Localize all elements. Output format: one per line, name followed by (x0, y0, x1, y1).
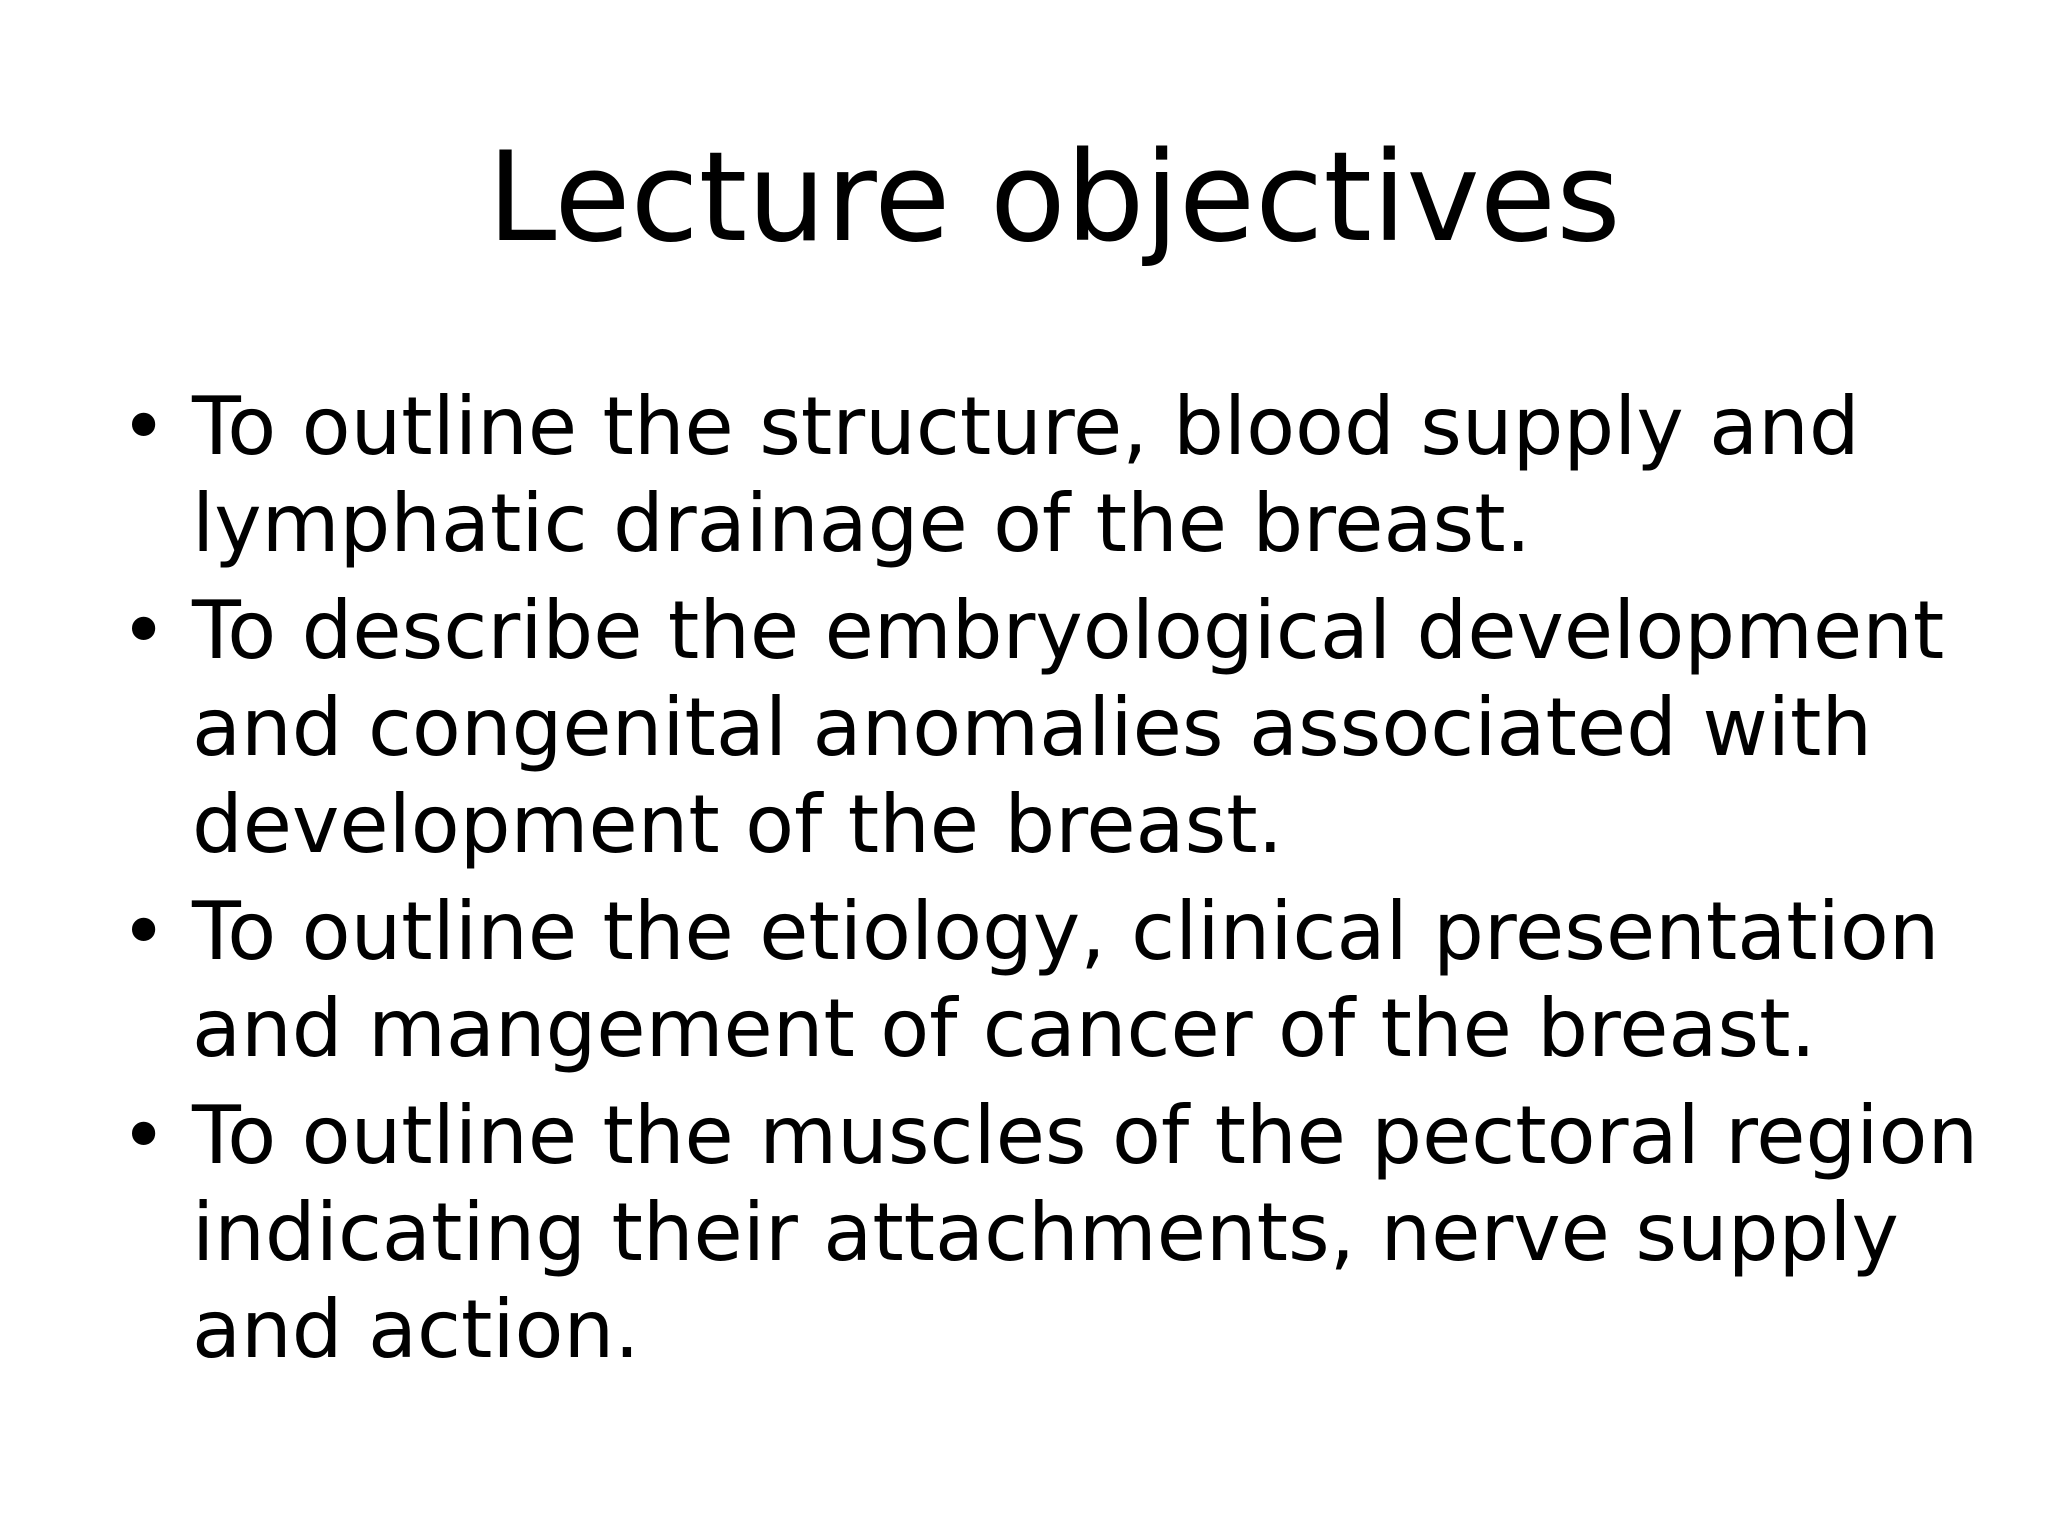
bullet-icon: • (120, 380, 168, 473)
list-item (120, 1087, 1980, 1378)
bullet-icon: • (120, 584, 168, 677)
objective-text: To outline the structure, blood supply and lymphatic drainage of the breast. (192, 380, 1860, 570)
objective-text: To outline the muscles of the pectoral region indicating their attachments, nerve supply and action. (192, 1089, 1979, 1376)
list-item (120, 378, 1980, 572)
bullet-icon: • (120, 1089, 168, 1182)
objective-text: To outline the etiology, clinical presentation and mangement of cancer of the breast. (192, 885, 1940, 1075)
list-item (120, 883, 1980, 1077)
objectives-list (120, 378, 1980, 1388)
list-item (120, 582, 1980, 873)
slide-title: Lecture objectives (487, 126, 1621, 270)
objective-text: To describe the embryological development and congenital anomalies associated with development of the breast. (192, 584, 1945, 871)
bullet-icon: • (120, 885, 168, 978)
